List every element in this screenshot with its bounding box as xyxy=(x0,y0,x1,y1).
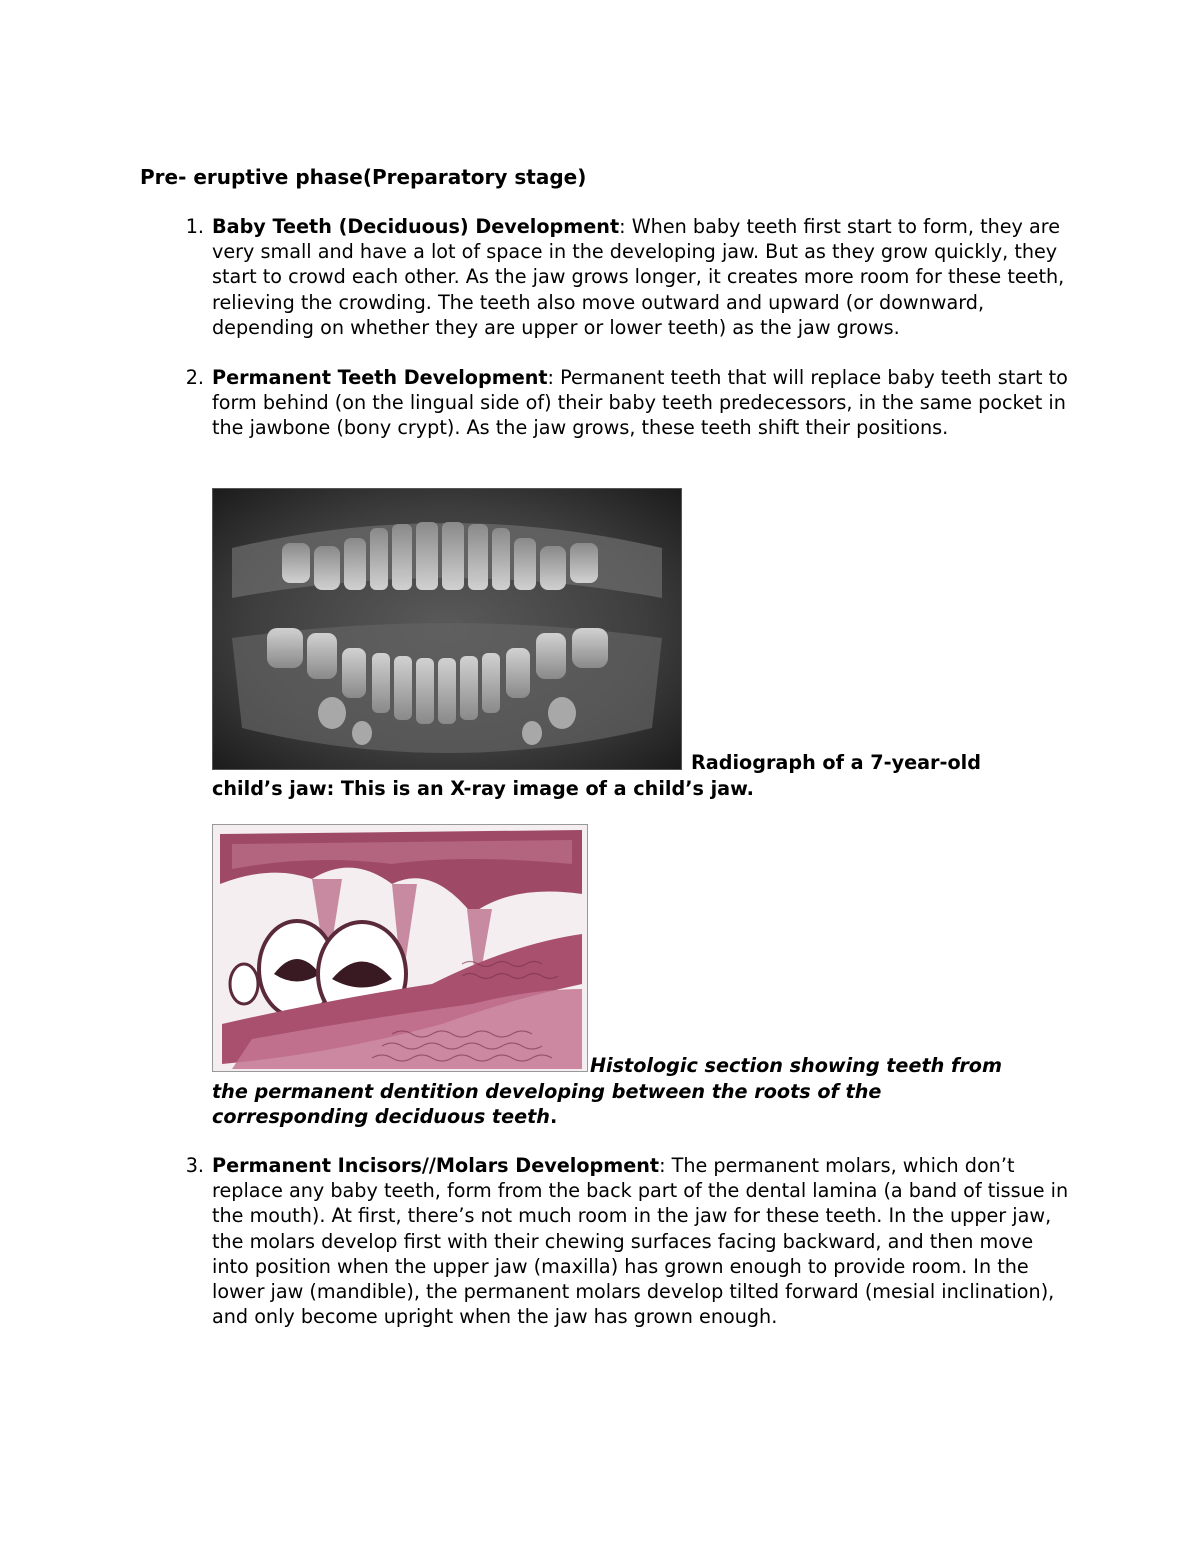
list-paragraph xyxy=(212,1153,1072,1329)
item-text: The permanent molars, which don’t replace any baby teeth, form from the back part of the dental lamina (a band of tissue in the mouth). At first, there’s not much room in the jaw for these teeth. In the upper jaw, the molars develop first with their chewing surfaces facing backward, and then move into position when the upper jaw (maxilla) has grown enough to provide room. In the lower jaw (mandible), the permanent molars develop tilted forward (mesial inclination), and only become upright when the jaw has grown enough. xyxy=(212,1154,1069,1329)
histologic-caption-line3 xyxy=(212,1104,557,1129)
histologic-section-image xyxy=(212,824,588,1072)
list-item-1 xyxy=(185,214,1072,340)
list-number: 1. xyxy=(185,215,204,238)
section-heading: Pre- eruptive phase(Preparatory stage) xyxy=(140,165,587,189)
list-paragraph xyxy=(212,365,1072,441)
list-item-3 xyxy=(185,1153,1072,1329)
list-item-2 xyxy=(185,365,1072,441)
item-text: When baby teeth first start to form, they are very small and have a lot of space in the developing jaw. But as they grow quickly, they start to crowd each other. As the jaw grows longer, it creates more room for these teeth, relieving the crowding. The teeth also move outward and upward (or downward, depending on whether they are upper or lower teeth) as the jaw grows. xyxy=(212,215,1065,339)
item-text: Permanent teeth that will replace baby teeth start to form behind (on the lingual side of) their baby teeth predecessors, in the same pocket in the jawbone (bony crypt). As the jaw grows, these teeth shift their positions. xyxy=(212,366,1068,440)
list-number: 2. xyxy=(185,366,204,389)
histologic-caption-text: corresponding deciduous teeth xyxy=(212,1105,550,1128)
histologic-caption-line2: the permanent dentition developing between the roots of the xyxy=(212,1080,882,1103)
item-separator: : xyxy=(619,215,626,238)
radiograph-caption-line1: Radiograph of a 7-year-old xyxy=(691,751,981,774)
radiograph-caption-line2: child’s jaw: This is an X-ray image of a child’s jaw. xyxy=(212,777,754,800)
item-title: Permanent Teeth Development xyxy=(212,366,548,389)
list-number: 3. xyxy=(185,1154,204,1177)
list-paragraph xyxy=(212,214,1072,340)
item-separator: : xyxy=(547,366,555,389)
item-title: Permanent Incisors//Molars Development xyxy=(212,1154,660,1177)
item-title: Baby Teeth (Deciduous) Development xyxy=(212,215,620,238)
histologic-caption-line1: Histologic section showing teeth from xyxy=(590,1054,1002,1077)
histologic-caption-period: . xyxy=(549,1105,558,1128)
radiograph-image xyxy=(212,488,682,770)
item-separator: : xyxy=(659,1154,666,1177)
